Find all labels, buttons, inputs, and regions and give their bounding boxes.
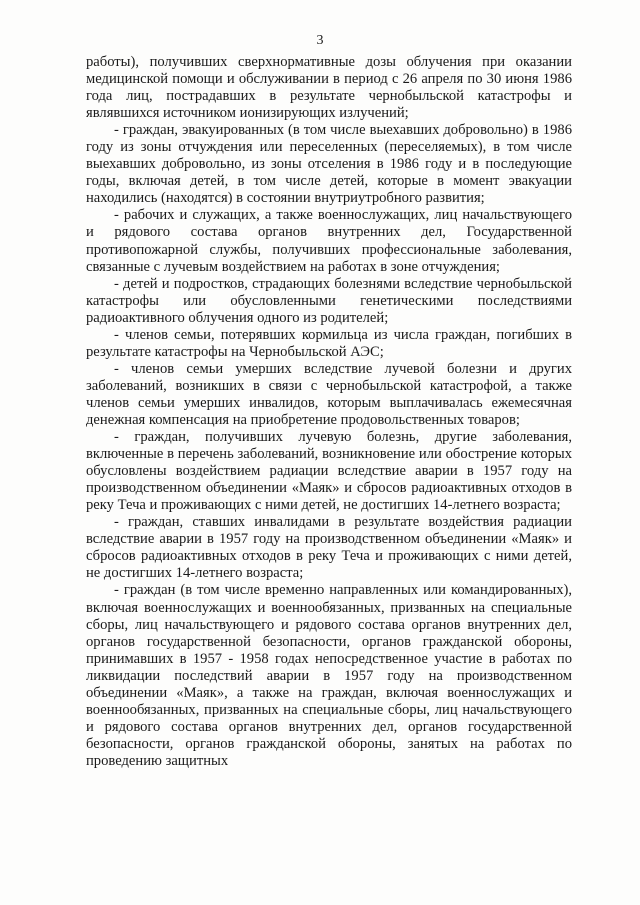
paragraph: - граждан, эвакуированных (в том числе выехавших добровольно) в 1986 году из зоны отчуждения или переселенных (переселяемых), в том числе выехавших добровольно, из зоны отселения в 1986 году и в последующие годы, включая детей, в том числе детей, которые в момент эвакуации находились (находятся) в состоянии внутриутробного развития; — [86, 122, 572, 207]
paragraph: работы), получивших сверхнормативные дозы облучения при оказании медицинской помощи и обслуживании в период с 26 апреля по 30 июня 1986 года лиц, пострадавших в результате чернобыльской катастрофы и являвшихся источником ионизирующих излучений; — [86, 54, 572, 122]
paragraph: - членов семьи умерших вследствие лучевой болезни и других заболеваний, возникших в связи с чернобыльской катастрофой, а также членов семьи умерших инвалидов, которым выплачивалась ежемесячная денежная компенсация на приобретение продовольственных товаров; — [86, 360, 572, 428]
document-body — [86, 54, 572, 770]
paragraph: - граждан, получивших лучевую болезнь, другие заболевания, включенные в перечень заболеваний, возникновение или обострение которых обусловлены воздействием радиации вследствие аварии в 1957 году на производственном объединении «Маяк» и сбросов радиоактивных отходов в реку Теча и проживающих с ними детей, не достигших 14-летнего возраста; — [86, 429, 572, 514]
paragraph: - членов семьи, потерявших кормильца из числа граждан, погибших в результате катастрофы на Чернобыльской АЭС; — [86, 326, 572, 360]
paragraph: - граждан (в том числе временно направленных или командированных), включая военнослужащих и военнообязанных, призванных на специальные сборы, лиц начальствующего и рядового состава органов внутренних дел, органов государственной безопасности, органов гражданской обороны, принимавших в 1957 - 1958 годах непосредственное участие в работах по ликвидации последствий аварии в 1957 году на производственном объединении «Маяк», а также на граждан, включая военнослужащих и военнообязанных, призванных на специальные сборы, лиц начальствующего и рядового состава органов внутренних дел, органов государственной безопасности, органов гражданской обороны, занятых на работах по проведению защитных — [86, 582, 572, 769]
paragraph: - рабочих и служащих, а также военнослужащих, лиц начальствующего и рядового состава органов внутренних дел, Государственной противопожарной службы, получивших профессиональные заболевания, связанные с лучевым воздействием на работах в зоне отчуждения; — [86, 207, 572, 275]
paragraph: - детей и подростков, страдающих болезнями вследствие чернобыльской катастрофы или обусловленными генетическими последствиями радиоактивного облучения одного из родителей; — [86, 275, 572, 326]
page-number: 3 — [316, 33, 324, 48]
paragraph: - граждан, ставших инвалидами в результате воздействия радиации вследствие аварии в 1957 году на производственном объединении «Маяк» и сбросов радиоактивных отходов в реку Теча и проживающих с ними детей, не достигших 14-летнего возраста; — [86, 514, 572, 582]
